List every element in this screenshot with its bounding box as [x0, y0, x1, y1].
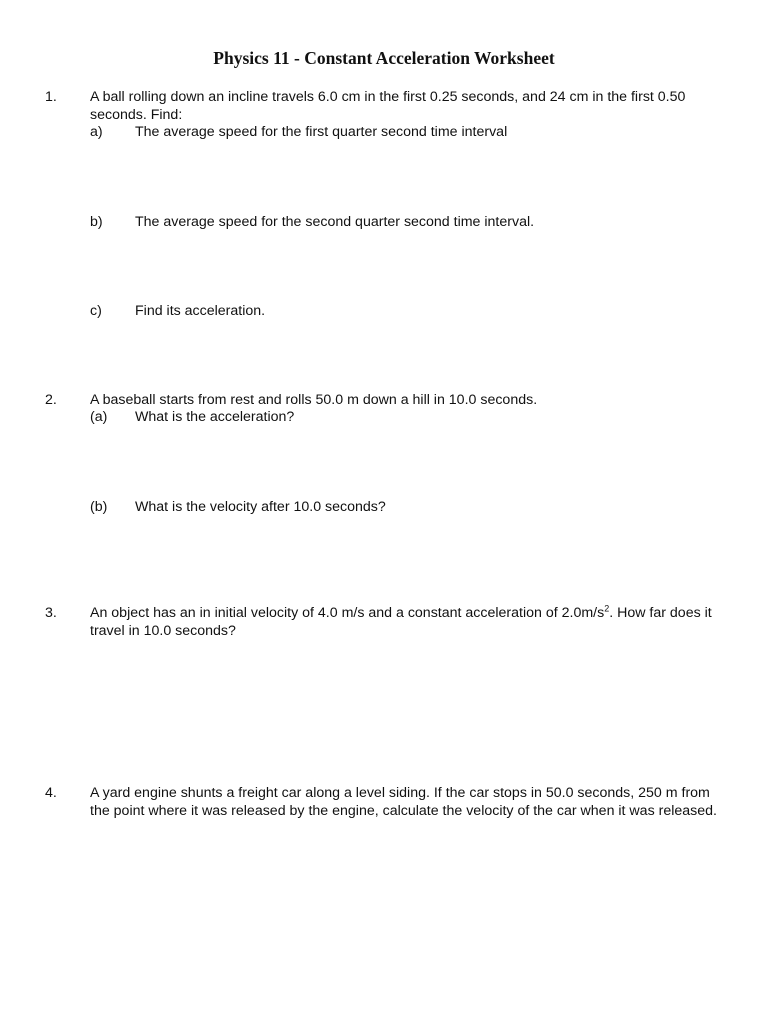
part-text: What is the velocity after 10.0 seconds?: [135, 499, 386, 515]
question-number: 2.: [45, 392, 57, 408]
question-text: A ball rolling down an incline travels 6.0 cm in the first 0.25 seconds, and 24 cm in the first 0.50 seconds. Find:: [90, 89, 686, 123]
question-number: 4.: [45, 785, 57, 801]
part-label: (b): [90, 499, 108, 515]
question-text-part: . How far does it travel in 10.0 seconds?: [90, 605, 712, 639]
part-text: Find its acceleration.: [135, 303, 266, 319]
part-label: (a): [90, 409, 108, 425]
question-text-part: An object has an in initial velocity of 4.0 m/s and a constant acceleration of 2.0m/s: [90, 605, 605, 621]
superscript-exponent: 2: [604, 603, 610, 614]
question-number: 1.: [45, 89, 57, 105]
part-label: b): [90, 214, 103, 230]
part-text: The average speed for the second quarter second time interval.: [135, 214, 535, 230]
question-text: [90, 605, 720, 640]
part-text: The average speed for the first quarter second time interval: [135, 124, 508, 140]
question-text: A yard engine shunts a freight car along a level siding. If the car stops in 50.0 seconds, 250 m from the point where it was released by the engine, calculate the velocity of the car when it was released.: [90, 785, 717, 819]
page-title: Physics 11 - Constant Acceleration Worksheet: [213, 48, 555, 68]
question-number: 3.: [45, 605, 57, 621]
part-label: a): [90, 124, 103, 140]
part-text: What is the acceleration?: [135, 409, 295, 425]
question-text: A baseball starts from rest and rolls 50.0 m down a hill in 10.0 seconds.: [90, 392, 538, 408]
part-label: c): [90, 303, 102, 319]
